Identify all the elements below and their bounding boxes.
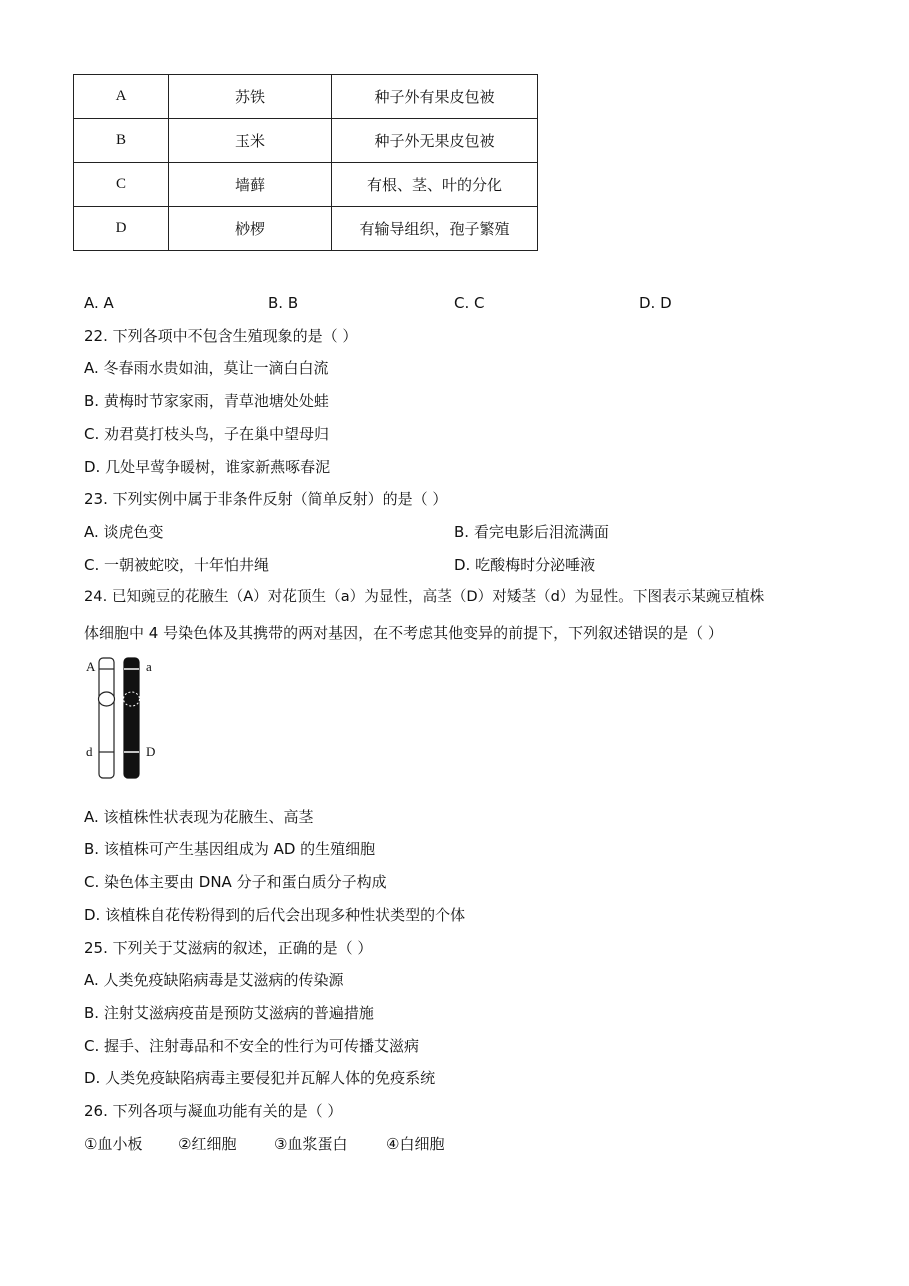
q23-stem: 23. 下列实例中属于非条件反射（简单反射）的是（ ） <box>84 490 448 508</box>
q23-option-d[interactable]: D. 吃酸梅时分泌唾液 <box>454 556 596 574</box>
q21-option-d[interactable]: D. D <box>639 294 672 312</box>
table-row <box>74 119 538 163</box>
row-feature: 种子外有果皮包被 <box>332 75 538 119</box>
plant-classification-table <box>73 74 538 251</box>
q22-option-c[interactable]: C. 劝君莫打枝头鸟，子在巢中望母归 <box>84 425 330 443</box>
row-letter: D <box>74 207 169 251</box>
q22-option-b[interactable]: B. 黄梅时节家家雨，青草池塘处处蛙 <box>84 392 329 410</box>
q24-stem-line2: 体细胞中 4 号染色体及其携带的两对基因，在不考虑其他变异的前提下，下列叙述错误的是（ ） <box>84 624 723 642</box>
row-plant: 苏铁 <box>169 75 332 119</box>
q26-item-1: ①血小板 <box>84 1135 143 1153</box>
q25-option-c[interactable]: C. 握手、注射毒品和不安全的性行为可传播艾滋病 <box>84 1037 420 1055</box>
table-row <box>74 75 538 119</box>
q24-option-c[interactable]: C. 染色体主要由 DNA 分子和蛋白质分子构成 <box>84 873 387 891</box>
q21-option-c[interactable]: C. C <box>454 294 485 312</box>
row-letter: A <box>74 75 169 119</box>
q22-stem: 22. 下列各项中不包含生殖现象的是（ ） <box>84 327 358 345</box>
row-plant: 桫椤 <box>169 207 332 251</box>
row-feature: 有根、茎、叶的分化 <box>332 163 538 207</box>
q23-option-b[interactable]: B. 看完电影后泪流满面 <box>454 523 609 541</box>
row-letter: B <box>74 119 169 163</box>
q21-option-a[interactable]: A. A <box>84 294 114 312</box>
gene-label-A: A <box>86 659 96 674</box>
q23-option-a[interactable]: A. 谈虎色变 <box>84 523 164 541</box>
q22-option-a[interactable]: A. 冬春雨水贵如油，莫让一滴白白流 <box>84 359 329 377</box>
table-row <box>74 207 538 251</box>
chromosome-pair-icon <box>84 656 164 782</box>
row-letter: C <box>74 163 169 207</box>
table-row <box>74 163 538 207</box>
q25-option-b[interactable]: B. 注射艾滋病疫苗是预防艾滋病的普遍措施 <box>84 1004 374 1022</box>
q24-stem-line1: 24. 已知豌豆的花腋生（A）对花顶生（a）为显性，高茎（D）对矮茎（d）为显性。下图表示某豌豆植株 <box>84 588 765 605</box>
row-feature: 有输导组织，孢子繁殖 <box>332 207 538 251</box>
gene-label-D: D <box>146 744 156 759</box>
q23-option-c[interactable]: C. 一朝被蛇咬，十年怕井绳 <box>84 556 270 574</box>
q26-item-2: ②红细胞 <box>178 1135 237 1153</box>
q25-option-a[interactable]: A. 人类免疫缺陷病毒是艾滋病的传染源 <box>84 971 344 989</box>
q24-option-b[interactable]: B. 该植株可产生基因组成为 AD 的生殖细胞 <box>84 840 376 858</box>
chromosome-figure <box>84 656 164 782</box>
q25-stem: 25. 下列关于艾滋病的叙述，正确的是（ ） <box>84 939 373 957</box>
q24-option-d[interactable]: D. 该植株自花传粉得到的后代会出现多种性状类型的个体 <box>84 906 466 924</box>
q26-stem: 26. 下列各项与凝血功能有关的是（ ） <box>84 1102 343 1120</box>
row-feature: 种子外无果皮包被 <box>332 119 538 163</box>
q26-item-3: ③血浆蛋白 <box>274 1135 348 1153</box>
row-plant: 墙藓 <box>169 163 332 207</box>
gene-label-d: d <box>86 744 93 759</box>
q24-option-a[interactable]: A. 该植株性状表现为花腋生、高茎 <box>84 808 314 826</box>
q26-item-4: ④白细胞 <box>386 1135 445 1153</box>
row-plant: 玉米 <box>169 119 332 163</box>
gene-label-a: a <box>146 659 152 674</box>
q21-option-b[interactable]: B. B <box>268 294 299 312</box>
q25-option-d[interactable]: D. 人类免疫缺陷病毒主要侵犯并瓦解人体的免疫系统 <box>84 1069 436 1087</box>
q22-option-d[interactable]: D. 几处早莺争暖树，谁家新燕啄春泥 <box>84 458 331 476</box>
